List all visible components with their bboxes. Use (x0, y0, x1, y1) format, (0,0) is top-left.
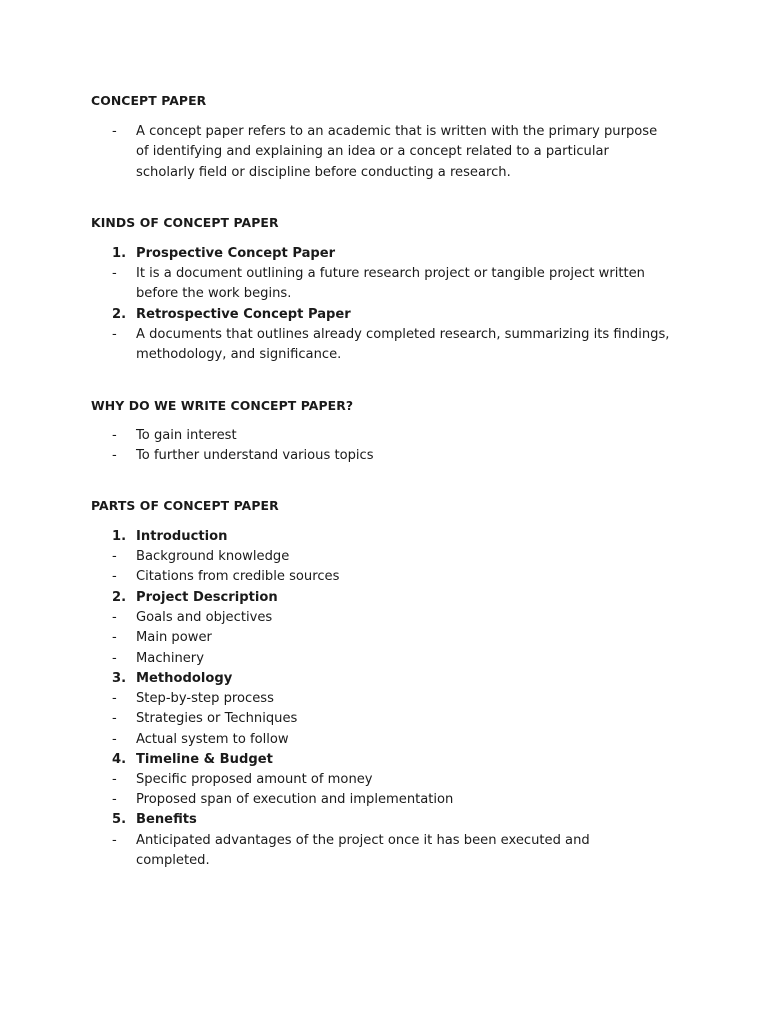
text-line: completed. (136, 853, 210, 869)
list-item-text: Machinery (136, 651, 204, 666)
bullet-dash: - (112, 792, 117, 807)
list-item-text: Goals and objectives (136, 610, 273, 625)
bullet-dash: - (112, 732, 117, 747)
bullet-dash: - (112, 569, 117, 584)
list-item-text: Step-by-step process (136, 691, 274, 706)
list-number: 2. (112, 307, 127, 322)
list-item-text: Specific proposed amount of money (136, 772, 373, 787)
list-item-text: Proposed span of execution and implementation (136, 792, 454, 807)
section-heading-parts: PARTS OF CONCEPT PAPER (91, 498, 279, 513)
bullet-dash: - (112, 448, 117, 463)
bullet-dash: - (112, 651, 117, 666)
list-number: 4. (112, 752, 127, 767)
list-item-text: Main power (136, 630, 212, 645)
list-item-title: Retrospective Concept Paper (136, 307, 351, 322)
bullet-dash: - (112, 772, 117, 787)
text-line: methodology, and significance. (136, 347, 342, 363)
text-line: Anticipated advantages of the project once it has been executed and (136, 833, 590, 848)
list-item-title: Project Description (136, 590, 278, 605)
text-line: scholarly field or discipline before conducting a research. (136, 164, 511, 180)
bullet-dash: - (112, 833, 117, 848)
list-item-text: Actual system to follow (136, 732, 289, 747)
bullet-dash: - (112, 610, 117, 625)
text-line: before the work begins. (136, 286, 292, 302)
list-item-text: Background knowledge (136, 549, 290, 564)
text-line: of identifying and explaining an idea or a concept related to a particular (136, 144, 609, 160)
bullet-dash: - (112, 327, 117, 342)
list-item-text: Citations from credible sources (136, 569, 340, 584)
bullet-dash: - (112, 691, 117, 706)
text-line: It is a document outlining a future research project or tangible project written (136, 266, 645, 281)
list-item-title: Timeline & Budget (136, 752, 273, 767)
bullet-dash: - (112, 711, 117, 726)
list-item-text: To further understand various topics (136, 448, 374, 463)
list-number: 1. (112, 246, 127, 261)
list-item-title: Benefits (136, 812, 197, 827)
list-item-title: Introduction (136, 529, 228, 544)
list-item-text: Strategies or Techniques (136, 711, 298, 726)
list-number: 5. (112, 812, 127, 827)
section-heading-concept-paper: CONCEPT PAPER (91, 93, 207, 108)
section-heading-kinds: KINDS OF CONCEPT PAPER (91, 215, 279, 230)
list-number: 3. (112, 671, 127, 686)
text-line: A concept paper refers to an academic that is written with the primary purpose (136, 124, 658, 139)
bullet-dash: - (112, 428, 117, 443)
list-item-title: Prospective Concept Paper (136, 246, 336, 261)
bullet-dash: - (112, 549, 117, 564)
bullet-dash: - (112, 630, 117, 645)
list-number: 1. (112, 529, 127, 544)
bullet-dash: - (112, 124, 117, 139)
list-number: 2. (112, 590, 127, 605)
list-item-title: Methodology (136, 671, 233, 686)
list-item-text (136, 325, 684, 366)
bullet-dash: - (112, 266, 117, 281)
list-item-text (136, 264, 684, 305)
list-item-text (136, 122, 684, 183)
text-line: A documents that outlines already completed research, summarizing its findings, (136, 327, 670, 342)
section-heading-why: WHY DO WE WRITE CONCEPT PAPER? (91, 398, 354, 413)
list-item-text (136, 831, 684, 872)
list-item-text: To gain interest (136, 428, 237, 443)
